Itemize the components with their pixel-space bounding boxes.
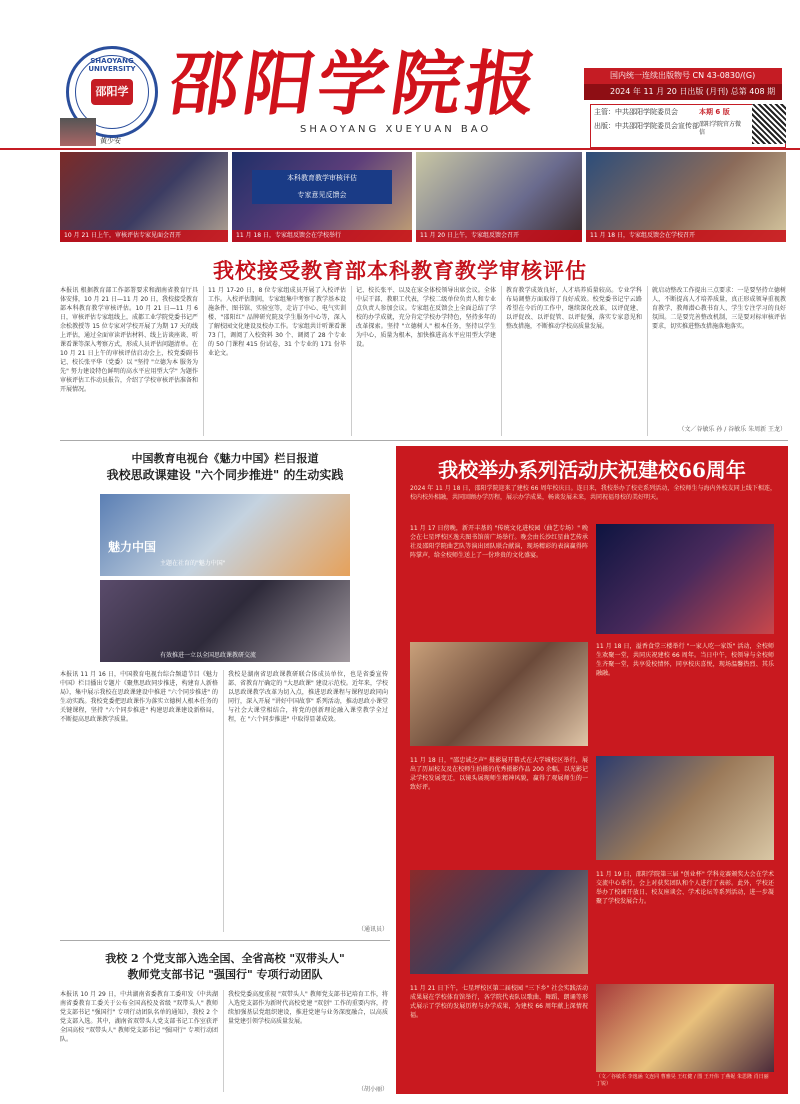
cetv-body-left: 本报讯 11 月 16 日，中国教育电视台综合频道节目《魅力中国》栏目播出专题片《聚焦思政同步推进，构建育人新格局》，集中展示我校在思政课建设中推进 "六个同步推进" 的生动实践。我校党委把思政课作为落实立德树人根本任务的关键课程，坚持 "六个同步推进" 构建思政课建设新格局，不断提高思政课教学质量。	[60, 671, 218, 723]
column-divider	[203, 286, 204, 436]
top-photo-caption: 11 月 18 日，专家组反馈会在学校召开	[586, 230, 786, 242]
cetv-byline: （通讯员）	[357, 926, 388, 933]
logo-center-text: 邵阳学院	[91, 79, 133, 105]
anniversary-para-2: 11 月 18 日，溢香食堂三楼举行 "一家人吃一家饭" 活动，全校师生欢聚一堂，共同庆祝建校 66 周年。当日中午，校领导与全校师生齐聚一堂，共享爱校情怀，同享校庆喜悦，现场温馨热烈、其乐融融。	[596, 643, 774, 677]
screen-banner: 本科教育教学审核评估 专家意见反馈会	[252, 170, 392, 204]
cetv-headline-line2: 我校思政课建设 "六个同步推进" 的生动实践	[106, 468, 344, 482]
anniversary-photo-1	[596, 524, 774, 634]
column-divider	[647, 286, 648, 436]
main-headline: 我校接受教育部本科教育教学审核评估	[213, 258, 587, 283]
calligrapher-portrait	[60, 118, 96, 146]
newspaper-title: 邵阳学院报	[164, 42, 546, 125]
cetv-logo-text: 魅力中国	[108, 540, 157, 554]
column-divider	[351, 286, 352, 436]
main-story-col-1: 本报讯 根据教育部工作部署要求和湖南省教育厅具体安排，10 月 21 日—11 月 20 日，我校接受教育部本科教育教学审核评估。10 月 21 日—11 月 6 日，审核评估专家组线上，成都工业学院党委书记严余松教授等 15 位专家对学校开展了为期 17 天的线上评估，通过全面审读评估材料、线上访谈座谈、听课看课等深入考察方式，形成人员评估问题清单。在 10 月 21 日上午的审核评估启动会上，校党委副书记、校长张平华（党委）以 "坚持 "立德为本 服务为先" 努力建设特色鲜明的高水平应用型大学" 为题作审核评估工作动员报告，介绍了学校审核评估准备和开展情况。	[60, 287, 198, 393]
cetv-body-right: 我校是湖南省思政课教研联合体成员单位，也是省委宣传部、省教育厅确定的 "大思政课" 建设示范校。近年来，学校以思政课教学改革为切入点，推进思政课程与课程思政同向同行，深入开展 "讲好中国故事" 系列活动，推动思政小课堂与社会大课堂相结合，将党的创新理论融入课堂教学全过程，在 "六个同步推进" 中取得显著成效。	[228, 671, 388, 723]
party-headline-line1: 我校 2 个党支部入选全国、全省高校 "双带头人"	[105, 952, 345, 965]
section-divider	[60, 440, 788, 441]
weibo-label: 邵阳学院官方微信	[699, 121, 742, 136]
anniversary-photo-3	[596, 756, 774, 860]
party-body-left: 本报讯 10 月 29 日，中共湖南省委教育工委印发《中共湖南省委教育工委关于公布全国高校及省级 "双带头人" 教师党支部书记 "强国行" 专项行动团队名单的通知》，我校 2 个党支部入选。其中，湖南省双带头人党支部书记工作室获评全国高校 "双带头人" 教师党支部书记 "强国行" 专项行动团队。	[60, 991, 218, 1043]
cetv-photo-subcaption: 主题在社育的"魅力中国"	[160, 560, 226, 567]
issue-count: 本期 6 版	[699, 108, 730, 116]
anniversary-para-5: 11 月 21 日下午，七星坪校区第二届校园 "三下乡" 社会实践活动成果展在学校体育馆举行，各学院代表队以歌曲、舞蹈、朗诵等形式展示了学校的发展历程与办学成果，为建校 66 周年献上深情祝福。	[410, 985, 588, 1019]
section-divider	[60, 940, 390, 941]
cetv-photo2-caption: 有效推进一立以全国思政课教研交流	[160, 652, 257, 659]
issn-bar: 国内统一连续出版物号 CN 43-0830/(G)	[584, 68, 782, 84]
column-divider	[501, 286, 502, 436]
column-divider	[223, 990, 224, 1092]
anniversary-panel	[396, 446, 788, 1094]
logo-text: SHAOYANG UNIVERSITY	[88, 57, 136, 73]
date-bar: 2024 年 11 月 20 日出版 (月刊) 总第 408 期	[584, 84, 782, 100]
anniversary-headline: 我校举办系列活动庆祝建校66周年	[438, 458, 746, 482]
publisher-text: 出版：中共邵阳学院委员会宣传部	[594, 122, 699, 130]
main-story-col-4: 教育教学成效良好，人才培养质量较高。专业学科布局调整方面取得了良好成效。校党委书记宁云路希望在今后的工作中，继续深化改革，以评促建、以评促改、以评促管、以评促强，落实专家意见和整改措施，不断推动学校高质量发展。	[506, 287, 642, 330]
column-divider	[223, 670, 224, 932]
main-story-col-5: 就启动整改工作提出三点要求：一是要坚持立德树人，不断提高人才培养质量，真正形成领导重视教育教学、教师潜心教书育人、学生专注学习的良好氛围。二是要完善整改机制，三是要对标审核评估要求，切实推进整改措施落地落实。	[652, 287, 786, 330]
party-headline-line2: 教师党支部书记 "强国行" 专项行动团队	[127, 968, 323, 981]
newspaper-pinyin: SHAOYANG XUEYUAN BAO	[300, 124, 492, 135]
anniversary-para-4: 11 月 19 日，邵阳学院第三届 "创业杯" 学科竞赛颁奖大会在学术交流中心举行，会上对获奖团队和个人进行了表彰。此外，学校还举办了校园开放日、校友座谈会、学术论坛等系列活动，进一步凝聚了学校发展合力。	[596, 871, 774, 905]
qr-code	[752, 104, 786, 144]
anniversary-photo-5	[596, 984, 774, 1072]
cetv-headline-line1: 中国教育电视台《魅力中国》栏目报道	[131, 452, 319, 465]
anniversary-para-3: 11 月 18 日，"邵忠诚之声" 摄影展开幕式在大学城校区举行，展出了历届校友及在校师生拍摄的优秀摄影作品 200 余幅，以光影记录学校发展变迁，以镜头展现师生精神风貌，赢得了观展师生的一致好评。	[410, 757, 588, 791]
main-story-col-3: 记、校长张平、以及在家全体校领导出席会议。全体中层干部、教职工代表，学校二级单位负责人和专业点负责人参加会议。专家组在反馈会上全面总结了学校的办学成就，充分肯定学校办学特色，坚持多年的改革探索。坚持 "立德树人" 根本任务，坚持以学生为中心，质量为根本，加快推进高水平应用型大学建设。	[356, 287, 496, 348]
top-photo-caption: 11 月 18 日，专家组反馈会在学校举行	[232, 230, 412, 242]
main-story-byline: （文／谷敏乐 孙 / 谷敏乐 朱周新 王龙）	[678, 426, 786, 433]
top-photo-caption: 10 月 21 日上午，审核评估专家见面会召开	[60, 230, 228, 242]
party-body-right: 我校党委高度重视 "双带头人" 教师党支部书记培育工作，将入选党支部作为新时代高校党建 "双创" 工作的重要内容，持续加强基层党组织建设，推进党建与业务深度融合，以高质量党建引领学校高质量发展。	[228, 991, 388, 1025]
top-photo-caption: 11 月 20 日上午，专家组反馈会召开	[416, 230, 582, 242]
main-story-col-2: 11 月 17-20 日，8 位专家组成员开展了入校评估工作。入校评估期间，专家组集中考察了教学基本设施条件、图书馆、实验室等，走访了中心、电气实训楼、"邵阳红" 品牌研究院及学生服务中心等，深入了解校园文化建设及校办工作。专家组共计听课看课 73 门，调阅了入校资料 30 个、调阅了 28 个专业的 50 门课程 415 份试卷，31 个专业的 171 份毕业论文。	[208, 287, 346, 357]
anniversary-photo-2	[410, 642, 588, 746]
top-photo-4	[586, 152, 786, 242]
sponsor-text: 主管：中共邵阳学院委员会	[594, 108, 678, 116]
cetv-photo-2	[100, 580, 350, 662]
calligrapher-name: 黄少安	[100, 137, 121, 145]
top-photo-3	[416, 152, 582, 242]
top-photo-2	[232, 152, 412, 242]
anniversary-photo-caption: （文／谷敏乐 李逸涵 文连同 曹雅昊 王红健 / 图 王开伟 丁燕妮 朱思隆 肖日丽 丁锐）	[596, 1074, 769, 1087]
party-byline: （胡小丽）	[357, 1086, 388, 1093]
anniversary-para-1: 11 月 17 日傍晚，新开丰基的 "传统文化进校园（曲艺专场）" 晚会在七星坪校区逸夫图书馆前广场举行。晚会由长沙红星曲艺传承社及邵阳学院曲艺队等演出团队联合献演，现场精彩的表演赢得阵阵掌声，给全校师生送上了一份珍贵的文化盛宴。	[410, 525, 588, 559]
anniversary-photo-4	[410, 870, 588, 974]
cetv-photo-1	[100, 494, 350, 576]
top-photo-1	[60, 152, 228, 242]
masthead-rule	[0, 148, 800, 150]
anniversary-lead: 2024 年 11 月 18 日，邵阳学院迎来了建校 66 周年校庆日。连日来，我校举办了校史系列活动，全校师生与海内外校友同上线下相连，校内校外相融，共同回顾办学历程，展示办学成果，畅谈发展未来，共同祝福母校的美好明天。	[410, 485, 776, 501]
